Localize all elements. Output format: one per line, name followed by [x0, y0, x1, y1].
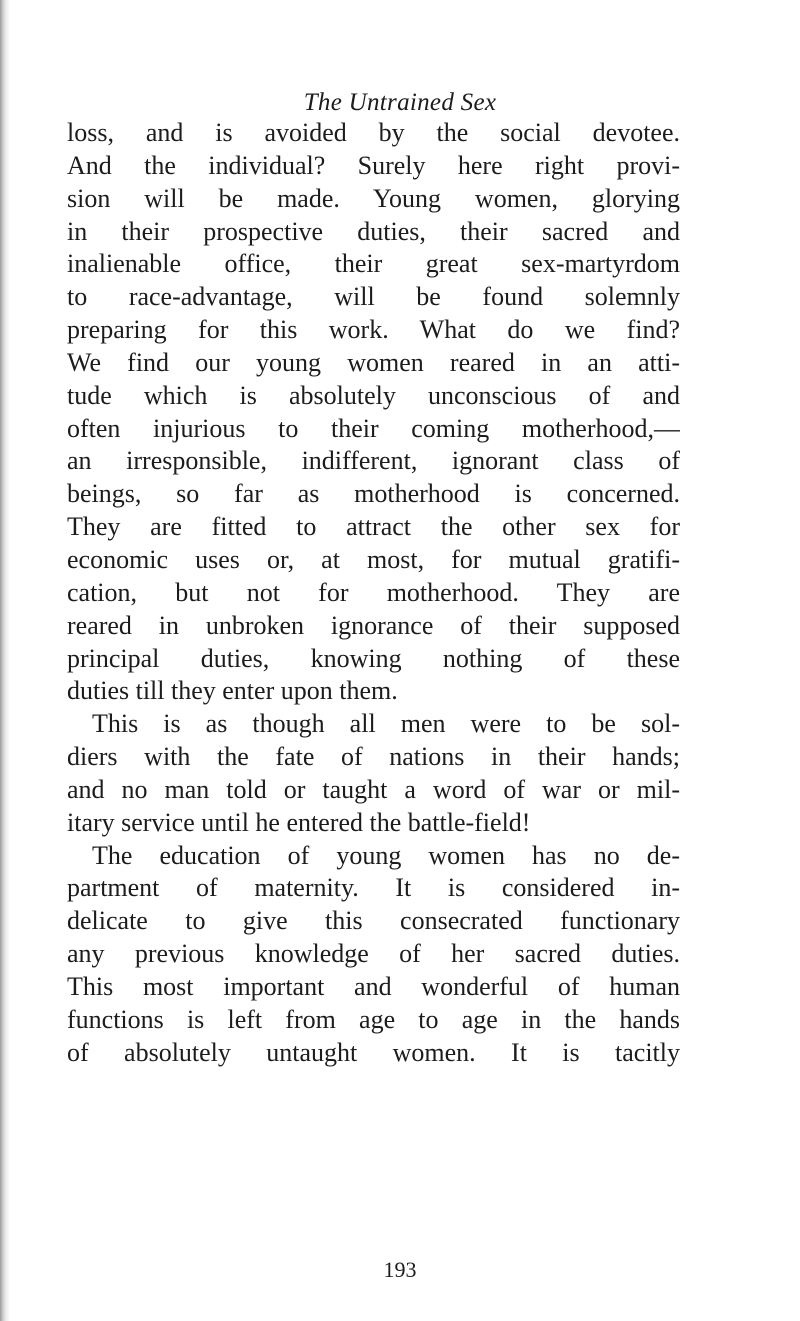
text-line: itary service until he entered the battle-field! — [67, 807, 531, 837]
text-line: of absolutely untaught women. It is tacitly — [67, 1037, 680, 1067]
text-line: loss, and is avoided by the social devotee. — [67, 118, 680, 147]
text-line: partment of maternity. It is considered in- — [67, 873, 680, 903]
text-line: reared in unbroken ignorance of their supposed — [67, 610, 680, 640]
text-line: diers with the fate of nations in their hands; — [67, 742, 680, 772]
text-line: duties till they enter upon them. — [67, 676, 398, 706]
text-line: This is as though all men were to be sol- — [92, 709, 680, 739]
text-line: cation, but not for motherhood. They are — [67, 577, 680, 607]
text-line: to race-advantage, will be found solemnly — [67, 282, 680, 312]
text-line: any previous knowledge of her sacred duties. — [67, 939, 680, 969]
text-line: They are fitted to attract the other sex for — [67, 512, 680, 542]
text-line: in their prospective duties, their sacred and — [67, 216, 680, 246]
text-line: preparing for this work. What do we find? — [67, 315, 680, 345]
text-line: often injurious to their coming motherhood,— — [67, 413, 680, 443]
text-line: This most important and wonderful of human — [67, 971, 680, 1001]
text-line: And the individual? Surely here right provi- — [67, 150, 680, 180]
running-head: The Untrained Sex — [303, 89, 497, 116]
text-line: tude which is absolutely unconscious of and — [67, 380, 680, 410]
page-number: 193 — [383, 1257, 417, 1282]
text-line: functions is left from age to age in the hands — [67, 1004, 680, 1034]
text-line: an irresponsible, indifferent, ignorant class of — [67, 446, 680, 476]
text-line: The education of young women has no de- — [92, 840, 680, 870]
text-line: beings, so far as motherhood is concerned. — [67, 479, 680, 509]
text-line: principal duties, knowing nothing of these — [67, 643, 680, 673]
body-text — [67, 117, 680, 1069]
text-line: We find our young women reared in an atti- — [67, 347, 680, 377]
text-line: economic uses or, at most, for mutual gratifi- — [67, 544, 680, 574]
text-line: inalienable office, their great sex-martyrdom — [67, 249, 680, 279]
text-line: sion will be made. Young women, glorying — [67, 183, 680, 213]
text-line: delicate to give this consecrated functionary — [67, 906, 680, 936]
text-line: and no man told or taught a word of war or mil- — [67, 774, 680, 804]
